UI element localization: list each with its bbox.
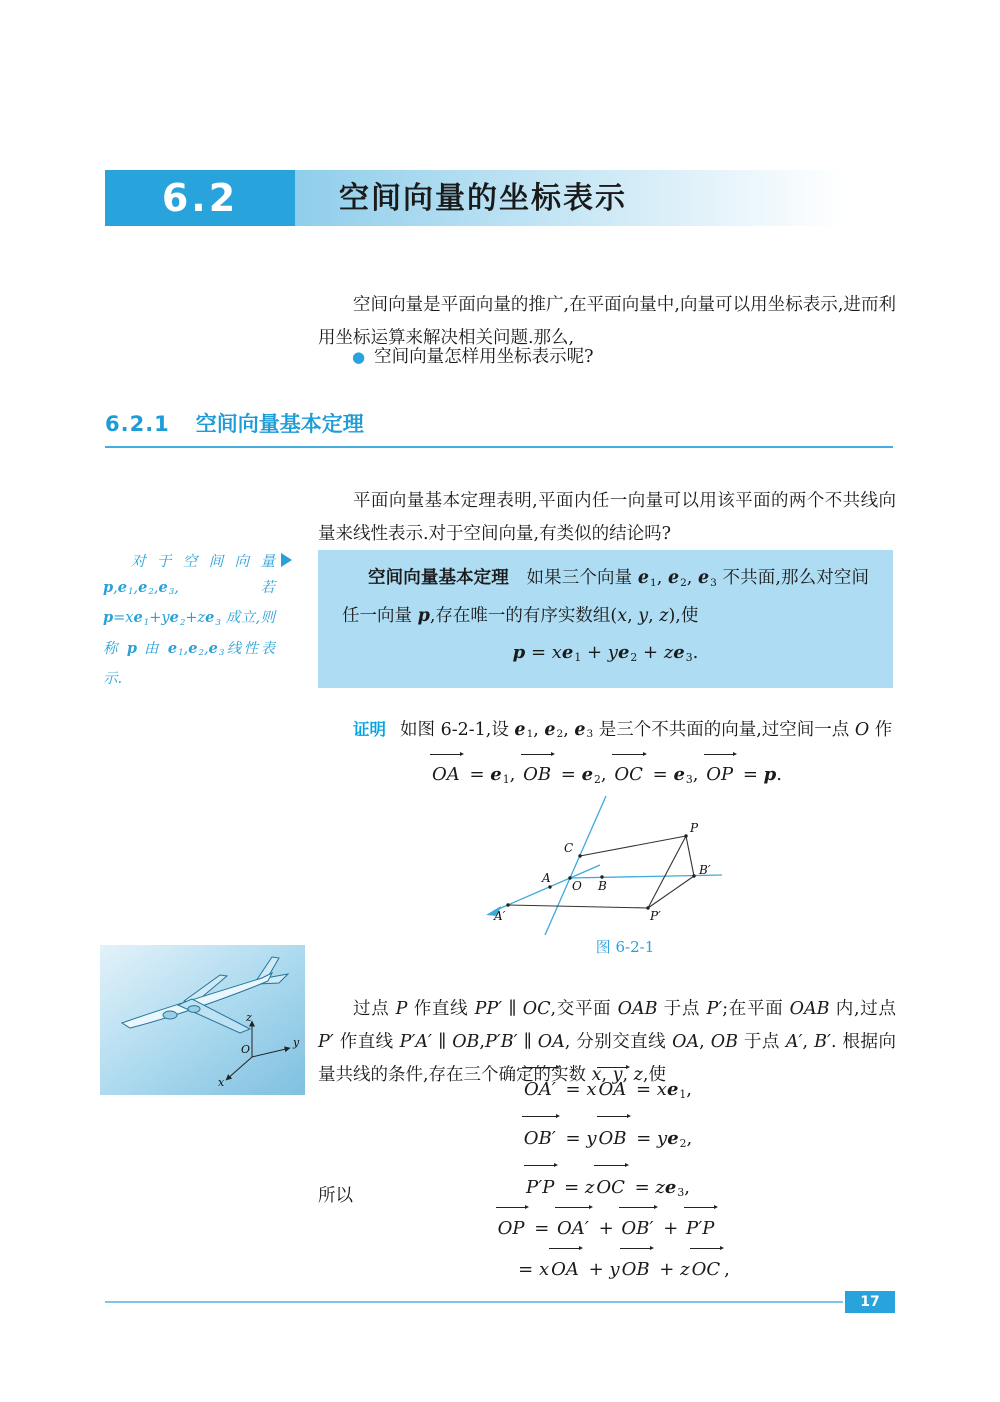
equation-pp: P′P = z OC = ze3,	[318, 1164, 896, 1213]
theorem-statement: 空间向量基本定理 如果三个向量 e1, e2, e3 不共面,那么对空间任一向量 p,存在唯一的有序实数组(x, y, z),使	[342, 568, 870, 626]
theorem-box	[318, 550, 893, 688]
vector-diagram	[470, 786, 780, 936]
equation-op-expanded: = x OA + y OB + z OC ,	[318, 1247, 896, 1288]
airplane-photo	[100, 945, 305, 1095]
page-number-badge: 17	[845, 1291, 895, 1313]
subsection-heading	[105, 408, 364, 441]
footer-rule	[105, 1301, 843, 1303]
proof-text: 如图 6-2-1,设 e1, e2, e3 是三个不共面的向量,过空间一点 O 作	[400, 719, 893, 741]
question-line	[352, 341, 593, 374]
equation-ob: OB′ = y OB = ye2,	[318, 1115, 896, 1164]
equation-op-sum: OP = OA′ + OB′ + P′P	[318, 1206, 896, 1247]
note-pointer-icon	[281, 553, 292, 567]
margin-note: 对于空间向量 p,e1,e2,e3,若 p=xe1+ye2+ze3 成立,则称 p 由 e1,e2,e3线性表示.	[103, 554, 276, 688]
label-b: B	[598, 879, 607, 893]
label-b-prime: B′	[699, 863, 711, 877]
section-number: 6.2	[105, 170, 295, 226]
section-title: 空间向量的坐标表示	[339, 180, 627, 216]
construction-lines	[508, 836, 694, 908]
theorem-equation: p = xe1 + ye2 + ze3.	[512, 641, 699, 664]
label-a: A	[542, 871, 551, 885]
heading-rule	[105, 446, 893, 448]
intro-paragraph: 空间向量是平面向量的推广,在平面向量中,向量可以用坐标表示,进而利用坐标运算来解决相关问题.那么,	[318, 294, 896, 348]
proof-paragraph	[318, 713, 896, 752]
figure-6-2-1	[470, 786, 780, 936]
therefore-text: 所以	[318, 1186, 353, 1206]
label-c: C	[564, 841, 574, 855]
header-gradient-bar	[295, 170, 893, 226]
construction-paragraph: 过点 P 作直线 PP′ ∥ OC,交平面 OAB 于点 P′;在平面 OAB 内,过点 P′ 作直线 P′A′ ∥ OB,P′B′ ∥ OA, 分别交直线 OA, OB 于点 A′, B′. 根据向量共线的条件,存在三个确定的实数 x, y, z,使	[318, 998, 896, 1085]
z-axis-label: z	[246, 1011, 252, 1024]
label-a-prime: A′	[494, 909, 506, 923]
oc-line	[545, 796, 606, 935]
label-p: P	[690, 821, 699, 835]
y-axis-label: y	[293, 1036, 300, 1049]
figure-caption: 图 6-2-1	[595, 938, 655, 956]
section-header	[105, 170, 893, 226]
result-equations	[318, 1206, 896, 1288]
subsection-number: 6.2.1	[105, 412, 170, 436]
component-equations	[318, 1066, 896, 1213]
label-o: O	[572, 879, 582, 893]
subsection-title: 空间向量基本定理	[195, 412, 364, 436]
bullet-icon: ●	[352, 348, 366, 366]
equation-oa: OA′ = x OA = xe1,	[318, 1066, 896, 1115]
label-p-prime: P′	[650, 909, 661, 923]
question-text: 空间向量怎样用坐标表示呢?	[374, 347, 594, 367]
airplane-illustration	[100, 945, 305, 1095]
axis-lines	[494, 796, 722, 935]
origin-label: O	[241, 1043, 251, 1056]
body-paragraph: 平面向量基本定理表明,平面内任一向量可以用该平面的两个不共线向量来线性表示.对于空间向量,有类似的结论吗?	[318, 490, 896, 544]
basis-equation: OA = e1, OB = e2, OC = e3, OP = p.	[430, 753, 782, 798]
proof-label: 证明	[353, 719, 386, 739]
x-axis-label: x	[218, 1076, 225, 1089]
